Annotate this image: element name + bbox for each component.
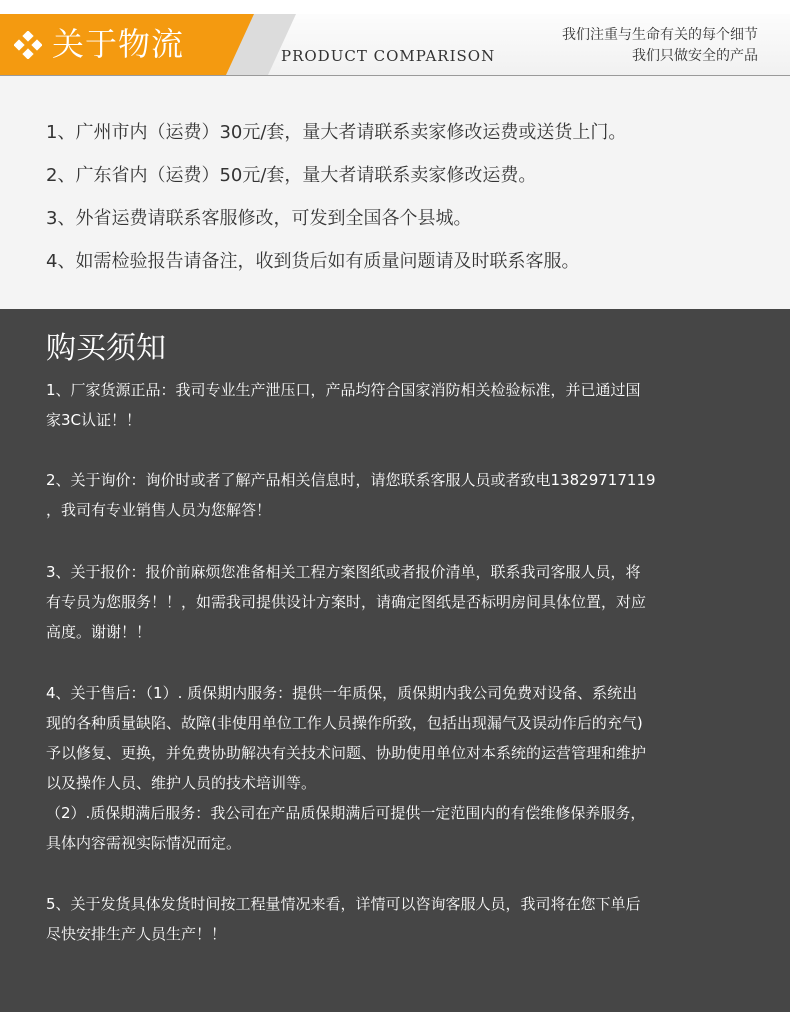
notice-line: 具体内容需视实际情况而定。 [46,834,242,852]
shipping-item: 1、广州市内（运费）30元/套，量大者请联系卖家修改运费或送货上门。 [46,122,627,143]
notice-line: 有专员为您服务！！，如需我司提供设计方案时，请确定图纸是否标明房间具体位置，对应 [46,593,647,611]
notice-line: 高度。谢谢！！ [46,623,152,641]
section-header [0,0,790,76]
notice-line: 尽快安排生产人员生产！！ [46,925,227,943]
notice-title: 购买须知 [46,331,166,366]
notice-line: 1、厂家货源正品：我司专业生产泄压口，产品均符合国家消防相关检验标准，并已通过国 [46,381,641,399]
notice-line: 以及操作人员、维护人员的技术培训等。 [46,774,317,792]
tagline-line-2: 我们只做安全的产品 [632,48,758,64]
notice-line: 予以修复、更换，并免费协助解决有关技术问题、协助使用单位对本系统的运营管理和维护 [46,744,647,762]
four-diamond-icon [14,31,42,59]
notice-line: 4、关于售后：（1）. 质保期内服务：提供一年质保，质保期内我公司免费对设备、系统出 [46,684,638,702]
notice-line: 现的各种质量缺陷、故障(非使用单位工作人员操作所致，包括出现漏气及误动作后的充气) [46,714,643,732]
notice-line: （2）.质保期满后服务：我公司在产品质保期满后可提供一定范围内的有偿维修保养服务， [46,804,646,822]
purchase-notice [0,309,790,1012]
tagline-line-1: 我们注重与生命有关的每个细节 [562,27,758,43]
shipping-info [0,76,790,309]
section-title: 关于物流 [52,25,185,63]
section-subtitle: PRODUCT COMPARISON [281,47,496,65]
shipping-item: 2、广东省内（运费）50元/套，量大者请联系卖家修改运费。 [46,165,537,186]
header-top-strip [0,0,790,14]
header-tagline [562,25,758,67]
shipping-item: 4、如需检验报告请备注，收到货后如有质量问题请及时联系客服。 [46,251,580,272]
notice-line: 家3C认证！！ [46,411,142,429]
notice-line: 3、关于报价：报价前麻烦您准备相关工程方案图纸或者报价清单，联系我司客服人员，将 [46,563,641,581]
shipping-item: 3、外省运费请联系客服修改，可发到全国各个县城。 [46,208,472,229]
notice-line: 5、关于发货具体发货时间按工程量情况来看，详情可以咨询客服人员，我司将在您下单后 [46,895,641,913]
notice-line: ，我司有专业销售人员为您解答！ [46,501,272,519]
notice-line: 2、关于询价：询价时或者了解产品相关信息时，请您联系客服人员或者致电13829717119 [46,471,656,489]
